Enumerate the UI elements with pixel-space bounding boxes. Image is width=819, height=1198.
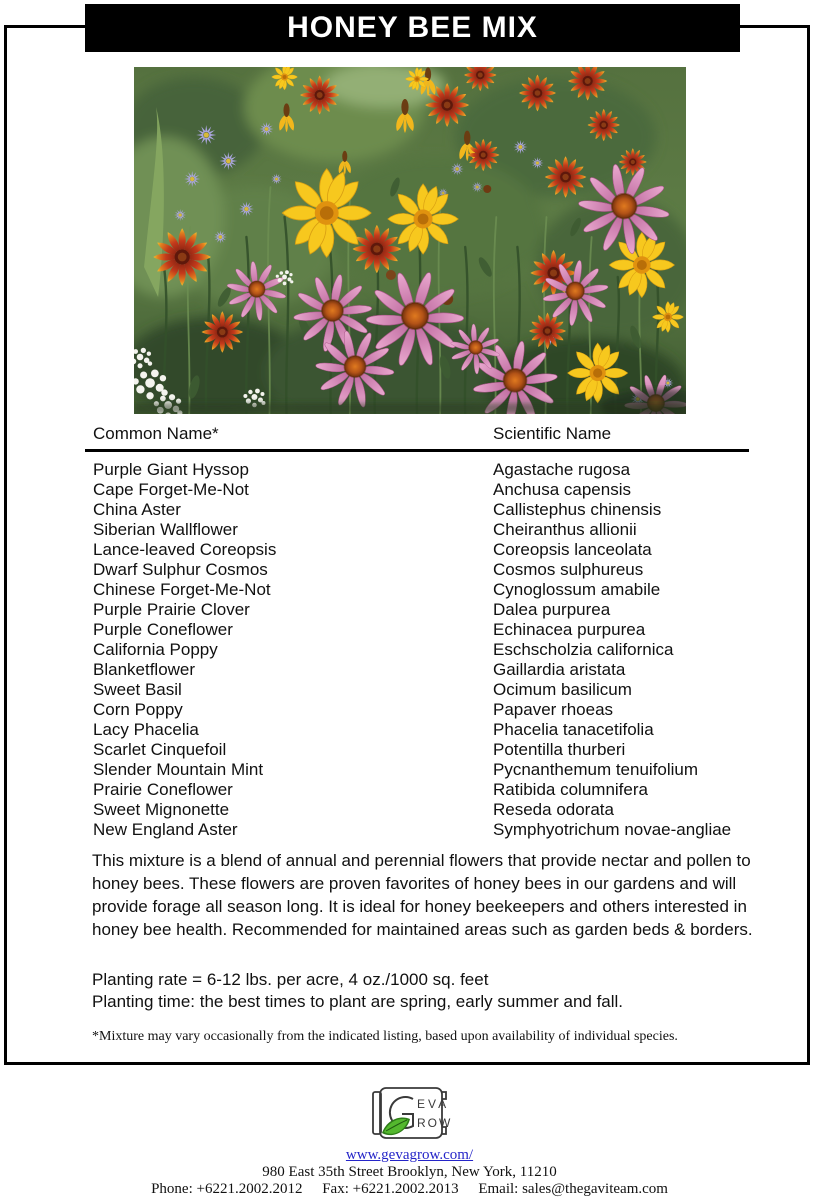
scientific-name-cell: Cynoglossum amabile bbox=[493, 580, 661, 599]
table-row bbox=[93, 480, 749, 500]
wildflower-photo-illustration bbox=[134, 67, 686, 414]
common-name-cell: California Poppy bbox=[93, 640, 218, 659]
table-row bbox=[93, 780, 749, 800]
table-row bbox=[93, 580, 749, 600]
scientific-name-cell: Potentilla thurberi bbox=[493, 740, 626, 759]
page-title: HONEY BEE MIX bbox=[287, 11, 538, 44]
planting-rate: Planting rate = 6-12 lbs. per acre, 4 oz./1000 sq. feet bbox=[92, 970, 489, 989]
table-row bbox=[93, 740, 749, 760]
col-header-common-name: Common Name* bbox=[93, 424, 219, 443]
table-row bbox=[93, 640, 749, 660]
common-name-cell: Siberian Wallflower bbox=[93, 520, 238, 539]
scientific-name-cell: Symphyotrichum novae-angliae bbox=[493, 820, 732, 839]
scientific-name-cell: Pycnanthemum tenuifolium bbox=[493, 760, 699, 779]
table-row bbox=[93, 800, 749, 820]
table-row bbox=[93, 700, 749, 720]
scientific-name-cell: Cheiranthus allionii bbox=[493, 520, 637, 539]
table-row bbox=[93, 760, 749, 780]
col-header-scientific-name: Scientific Name bbox=[493, 424, 612, 443]
table-row bbox=[93, 820, 749, 840]
common-name-cell: Purple Prairie Clover bbox=[93, 600, 250, 619]
common-name-cell: New England Aster bbox=[93, 820, 238, 839]
common-name-cell: Slender Mountain Mint bbox=[93, 760, 264, 779]
scientific-name-cell: Agastache rugosa bbox=[493, 460, 631, 479]
table-row bbox=[93, 520, 749, 540]
footer-phone: Phone: +6221.2002.2012 bbox=[151, 1181, 303, 1197]
species-table bbox=[85, 424, 749, 840]
footer-contacts bbox=[0, 1181, 819, 1198]
scientific-name-cell: Anchusa capensis bbox=[493, 480, 631, 499]
website-link[interactable]: www.gevagrow.com/ bbox=[345, 1147, 474, 1163]
table-row bbox=[93, 600, 749, 620]
scientific-name-cell: Ocimum basilicum bbox=[493, 680, 632, 699]
logo-text-row: ROW bbox=[417, 1116, 453, 1130]
planting-time: Planting time: the best times to plant are spring, early summer and fall. bbox=[92, 992, 624, 1011]
common-name-cell: Lance-leaved Coreopsis bbox=[93, 540, 277, 559]
common-name-cell: Purple Coneflower bbox=[93, 620, 233, 639]
wildflower-photo bbox=[134, 67, 686, 414]
common-name-cell: Lacy Phacelia bbox=[93, 720, 199, 739]
footer-website-row bbox=[0, 1147, 819, 1164]
common-name-cell: Cape Forget-Me-Not bbox=[93, 480, 249, 499]
common-name-cell: Prairie Coneflower bbox=[93, 780, 233, 799]
species-table-header bbox=[85, 424, 749, 452]
footer-address: 980 East 35th Street Brooklyn, New York, 11210 bbox=[262, 1164, 557, 1180]
scientific-name-cell: Dalea purpurea bbox=[493, 600, 611, 619]
table-row bbox=[93, 540, 749, 560]
common-name-cell: China Aster bbox=[93, 500, 181, 519]
scientific-name-cell: Echinacea purpurea bbox=[493, 620, 646, 639]
geva-grow-logo-graphic bbox=[367, 1082, 457, 1145]
table-row bbox=[93, 460, 749, 480]
common-name-cell: Scarlet Cinquefoil bbox=[93, 740, 227, 759]
common-name-cell: Blanketflower bbox=[93, 660, 196, 679]
scientific-name-cell: Gaillardia aristata bbox=[493, 660, 626, 679]
common-name-cell: Chinese Forget-Me-Not bbox=[93, 580, 271, 599]
table-row bbox=[93, 560, 749, 580]
common-name-cell: Purple Giant Hyssop bbox=[93, 460, 249, 479]
scientific-name-cell: Callistephus chinensis bbox=[493, 500, 662, 519]
table-row bbox=[93, 660, 749, 680]
footer-email: Email: sales@thegaviteam.com bbox=[478, 1181, 668, 1197]
scientific-name-cell: Reseda odorata bbox=[493, 800, 614, 819]
scientific-name-cell: Phacelia tanacetifolia bbox=[493, 720, 654, 739]
scientific-name-cell: Eschscholzia californica bbox=[493, 640, 674, 659]
title-bar bbox=[85, 4, 740, 52]
scientific-name-cell: Coreopsis lanceolata bbox=[493, 540, 652, 559]
table-row bbox=[93, 620, 749, 640]
scientific-name-cell: Papaver rhoeas bbox=[493, 700, 614, 719]
scientific-name-cell: Ratibida columnifera bbox=[493, 780, 648, 799]
common-name-cell: Dwarf Sulphur Cosmos bbox=[93, 560, 268, 579]
table-row bbox=[93, 680, 749, 700]
geva-grow-logo bbox=[367, 1082, 457, 1145]
common-name-cell: Sweet Basil bbox=[93, 680, 182, 699]
scientific-name-cell: Cosmos sulphureus bbox=[493, 560, 644, 579]
mixture-description: This mixture is a blend of annual and perennial flowers that provide nectar and pollen to honey bees. These flowers are proven favorites of honey bees in our gardens and will provide forage all season long. It is ideal for honey beekeepers and others interested in honey bee health. Recommended for maintained areas such as garden beds & borders. bbox=[92, 851, 753, 939]
footer-fax: Fax: +6221.2002.2013 bbox=[322, 1181, 459, 1197]
table-row bbox=[93, 720, 749, 740]
mixture-footnote: *Mixture may vary occasionally from the indicated listing, based upon availability of individual species. bbox=[92, 1029, 678, 1044]
leaf-icon bbox=[382, 1118, 410, 1136]
species-table-body bbox=[85, 452, 749, 840]
common-name-cell: Sweet Mignonette bbox=[93, 800, 230, 819]
table-row bbox=[93, 500, 749, 520]
common-name-cell: Corn Poppy bbox=[93, 700, 183, 719]
logo-text-eva: EVA bbox=[417, 1097, 450, 1111]
